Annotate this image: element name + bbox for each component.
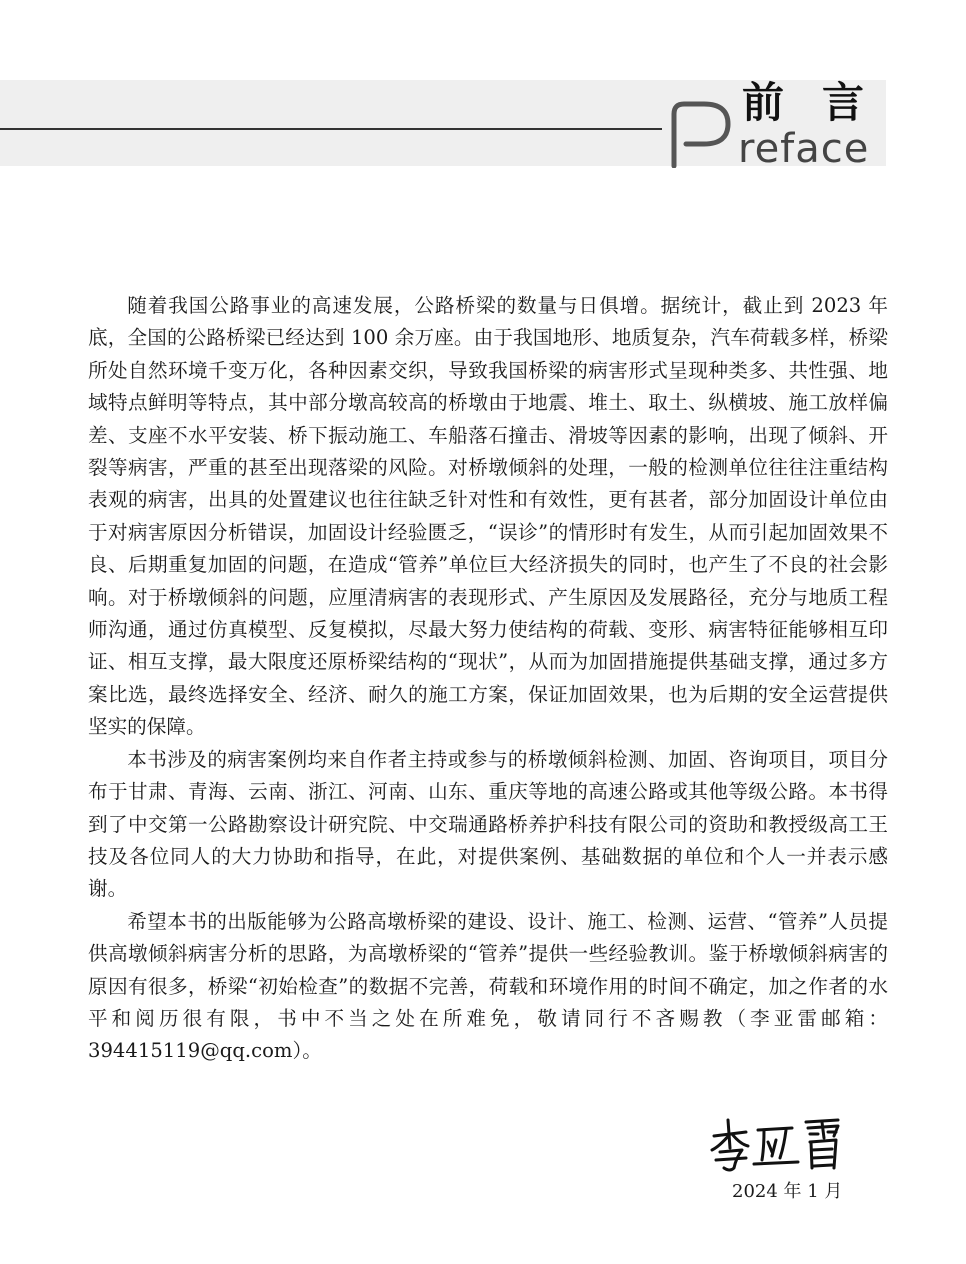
preface-body: [88, 290, 888, 1068]
page-title-english: reface: [738, 126, 870, 172]
paragraph: 希望本书的出版能够为公路高墩桥梁的建设、设计、施工、检测、运营、“管养”人员提供高墩倾斜病害分析的思路，为高墩桥梁的“管养”提供一些经验教训。鉴于桥墩倾斜病害的原因有很多，桥梁“初始检查”的数据不完善，荷载和环境作用的时间不确定，加之作者的水平和阅历很有限，书中不当之处在所难免，敬请同行不吝赐教（李亚雷邮箱：394415119@qq.com）。: [88, 909, 888, 1063]
handwritten-signature: [706, 1112, 846, 1176]
paragraph: 随着我国公路事业的高速发展，公路桥梁的数量与日俱增。据统计，截止到 2023 年底，全国的公路桥梁已经达到 100 余万座。由于我国地形、地质复杂，汽车荷载多样，桥梁所处自然环境千变万化，各种因素交织，导致我国桥梁的病害形式呈现种类多、共性强、地域特点鲜明等特点，其中部分墩高较高的桥墩由于地震、堆土、取土、纵横坡、施工放样偏差、支座不水平安装、桥下振动施工、车船落石撞击、滑坡等因素的影响，出现了倾斜、开裂等病害，严重的甚至出现落梁的风险。对桥墩倾斜的处理，一般的检测单位往往注重结构表观的病害，出具的处置建议也往往缺乏针对性和有效性，更有甚者，部分加固设计单位由于对病害原因分析错误，加固设计经验匮乏，“误诊”的情形时有发生，从而引起加固效果不良、后期重复加固的问题，在造成“管养”单位巨大经济损失的同时，也产生了不良的社会影响。对于桥墩倾斜的问题，应厘清病害的表现形式、产生原因及发展路径，充分与地质工程师沟通，通过仿真模型、反复模拟，尽最大努力使结构的荷载、变形、病害特征能够相互印证、相互支撑，最大限度还原桥梁结构的“现状”，从而为加固措施提供基础支撑，通过多方案比选，最终选择安全、经济、耐久的施工方案，保证加固效果，也为后期的安全运营提供坚实的保障。: [88, 294, 888, 739]
page-title-chinese: 前言: [742, 78, 903, 127]
preface-initial-p: [668, 100, 736, 168]
preface-initial-letter: P: [668, 100, 669, 101]
header-rule: [0, 128, 662, 130]
paragraph: 本书涉及的病害案例均来自作者主持或参与的桥墩倾斜检测、加固、咨询项目，项目分布于甘肃、青海、云南、浙江、河南、山东、重庆等地的高速公路或其他等级公路。本书得到了中交第一公路勘察设计研究院、中交瑞通路桥养护科技有限公司的资助和教授级高工王技及各位同人的大力协助和指导，在此，对提供案例、基础数据的单位和个人一并表示感谢。: [88, 747, 888, 901]
date: 2024 年 1 月: [732, 1181, 843, 1202]
